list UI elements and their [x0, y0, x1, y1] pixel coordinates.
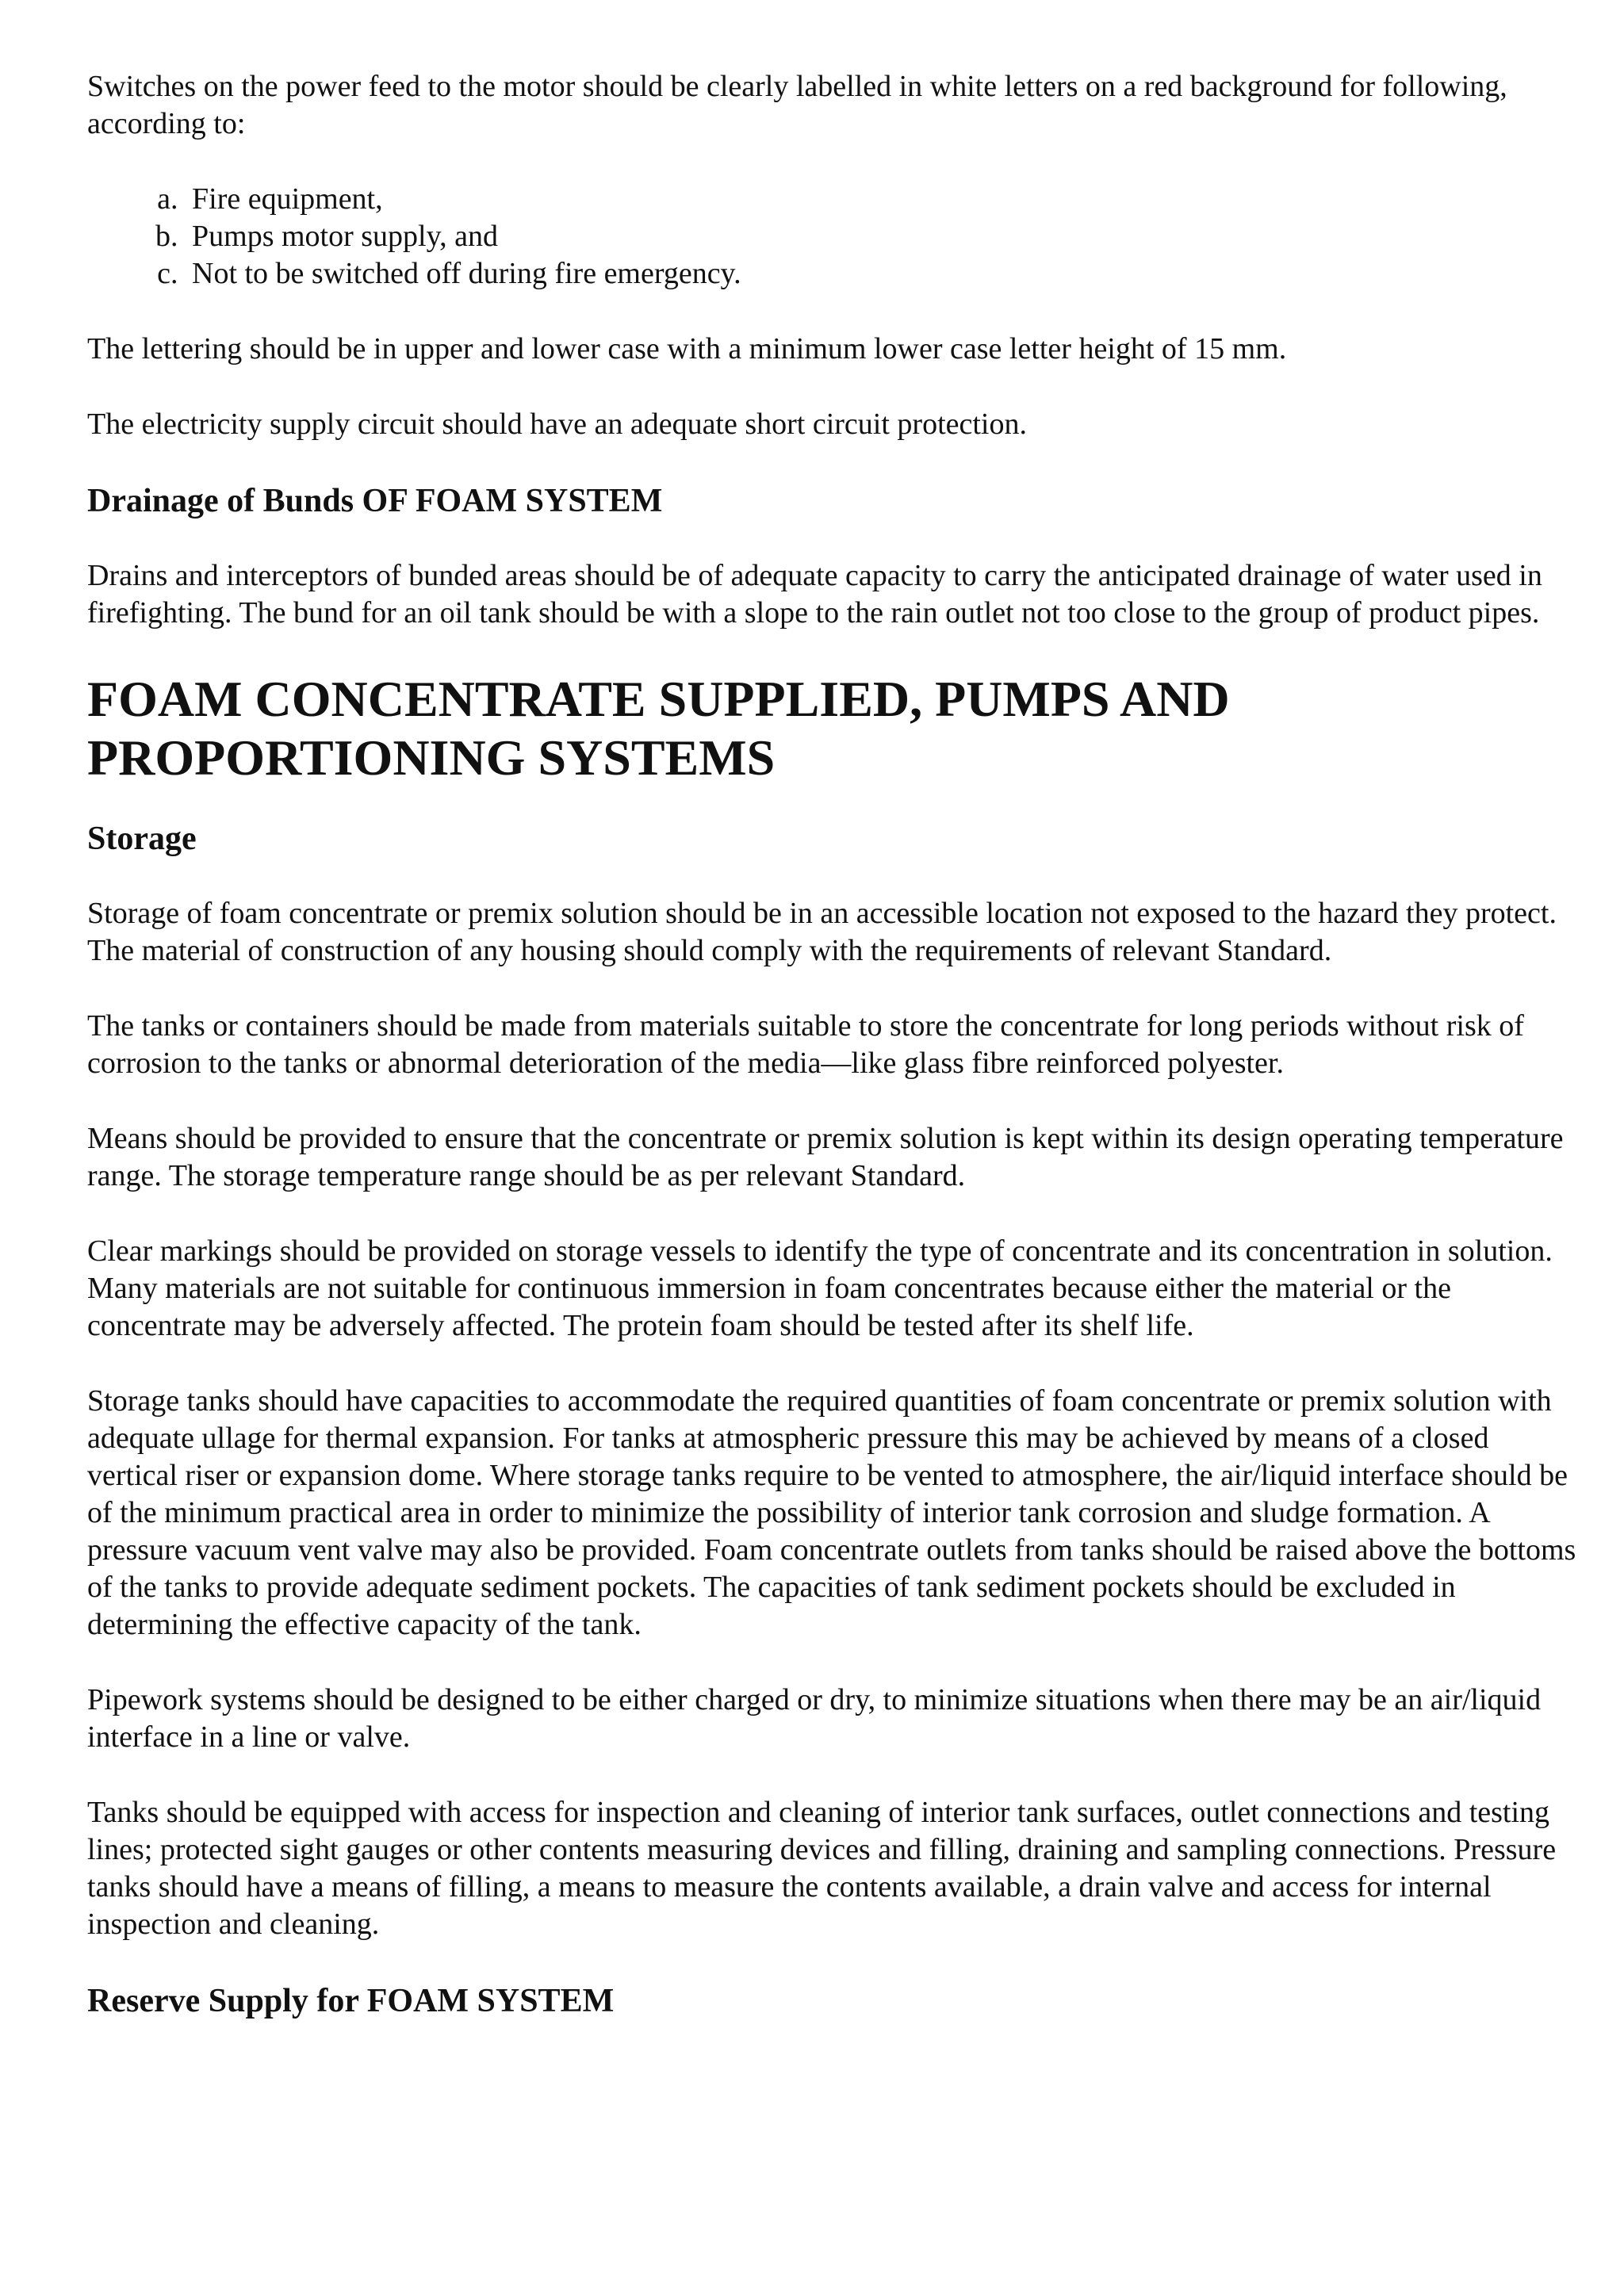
drainage-heading: Drainage of Bunds OF FOAM SYSTEM: [87, 483, 663, 519]
storage-paragraph: Tanks should be equipped with access for inspection and cleaning of interior tank surfaces, outlet connections and testing lines; protected sight gauges or other contents measuring devices and filling, draining and sampling connections. Pressure tanks should have a means of filling, a means to measure the contents available, a drain valve and access for internal inspection and cleaning.: [87, 1796, 1557, 1941]
storage-paragraph: The tanks or containers should be made from materials suitable to store the concentrate for long periods without risk of corrosion to the tanks or abnormal deterioration of the media—like glass fibre reinforced polyester.: [87, 1009, 1524, 1080]
main-heading-line-1: FOAM CONCENTRATE SUPPLIED, PUMPS AND: [87, 671, 1230, 727]
list-item: c. Not to be switched off during fire emergency.: [186, 255, 1578, 293]
switch-label-list: [87, 181, 1578, 293]
storage-heading: Storage: [87, 821, 197, 857]
main-section-heading: [87, 670, 1578, 787]
storage-paragraph: Means should be provided to ensure that the concentrate or premix solution is kept within its design operating temperature range. The storage temperature range should be as per relevant Standard.: [87, 1122, 1564, 1192]
storage-paragraph: Pipework systems should be designed to be either charged or dry, to minimize situations when there may be an air/liquid interface in a line or valve.: [87, 1683, 1542, 1754]
list-item: a. Fire equipment,: [186, 181, 1578, 218]
lettering-paragraph: The lettering should be in upper and lower case with a minimum lower case letter height of 15 mm.: [87, 332, 1287, 365]
switches-paragraph: Switches on the power feed to the motor should be clearly labelled in white letters on a red background for following, according to:: [87, 70, 1507, 140]
list-item: b. Pumps motor supply, and: [186, 218, 1578, 255]
main-heading-line-2: PROPORTIONING SYSTEMS: [87, 729, 776, 786]
storage-paragraph: Storage tanks should have capacities to accommodate the required quantities of foam concentrate or premix solution with adequate ullage for thermal expansion. For tanks at atmospheric pressure this may be achieved by means of a closed vertical riser or expansion dome. Where storage tanks require to be vented to atmosphere, the air/liquid interface should be of the minimum practical area in order to minimize the possibility of interior tank corrosion and sludge formation. A pressure vacuum vent valve may also be provided. Foam concentrate outlets from tanks should be raised above the bottoms of the tanks to provide adequate sediment pockets. The capacities of tank sediment pockets should be excluded in determining the effective capacity of the tank.: [87, 1384, 1576, 1641]
reserve-supply-heading: Reserve Supply for FOAM SYSTEM: [87, 1983, 615, 2019]
drainage-paragraph: Drains and interceptors of bunded areas should be of adequate capacity to carry the anticipated drainage of water used in firefighting. The bund for an oil tank should be with a slope to the rain outlet not too close to the group of product pipes.: [87, 559, 1542, 629]
storage-paragraph: Storage of foam concentrate or premix solution should be in an accessible location not exposed to the hazard they protect. The material of construction of any housing should comply with the requirements of relevant Standard.: [87, 897, 1557, 967]
storage-paragraph: Clear markings should be provided on storage vessels to identify the type of concentrate and its concentration in solution. Many materials are not suitable for continuous immersion in foam concentrates because either the material or the concentrate may be adversely affected. The protein foam should be tested after its shelf life.: [87, 1234, 1553, 1342]
electricity-paragraph: The electricity supply circuit should have an adequate short circuit protection.: [87, 408, 1027, 441]
document-page: [87, 68, 1578, 2057]
